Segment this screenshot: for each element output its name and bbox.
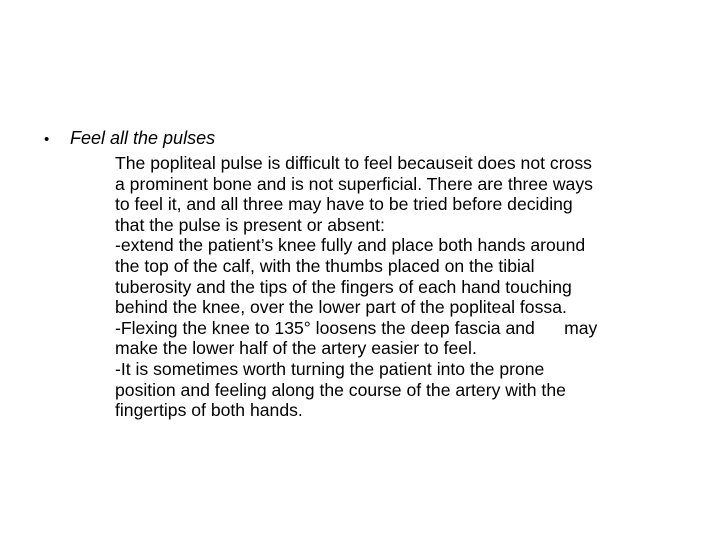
text-line: position and feeling along the course of the artery with the bbox=[115, 379, 566, 400]
text-line: The popliteal pulse is difficult to feel becauseit does not cross bbox=[115, 153, 592, 173]
bullet-item bbox=[44, 128, 215, 149]
text-line: -extend the patient’s knee fully and place both hands around bbox=[115, 235, 586, 256]
text-line: to feel it, and all three may have to be tried before deciding bbox=[115, 194, 573, 215]
text-line: behind the knee, over the lower part of the popliteal fossa. bbox=[115, 297, 567, 318]
text-line: make the lower half of the artery easier to feel. bbox=[115, 338, 477, 359]
text-line: fingertips of both hands. bbox=[115, 400, 303, 421]
text-line: a prominent bone and is not superficial. There are three ways bbox=[115, 173, 593, 194]
text-line: -It is sometimes worth turning the patient into the prone bbox=[115, 358, 545, 379]
body-paragraph bbox=[115, 153, 675, 421]
text-line: the top of the calf, with the thumbs placed on the tibial bbox=[115, 255, 535, 276]
bullet-heading: Feel all the pulses bbox=[70, 128, 216, 148]
text-line: tuberosity and the tips of the fingers of each hand touching bbox=[115, 276, 572, 297]
text-line: that the pulse is present or absent: bbox=[115, 214, 385, 235]
text-line: -Flexing the knee to 135° loosens the deep fascia and may bbox=[115, 317, 598, 338]
bullet-marker: • bbox=[44, 131, 50, 148]
